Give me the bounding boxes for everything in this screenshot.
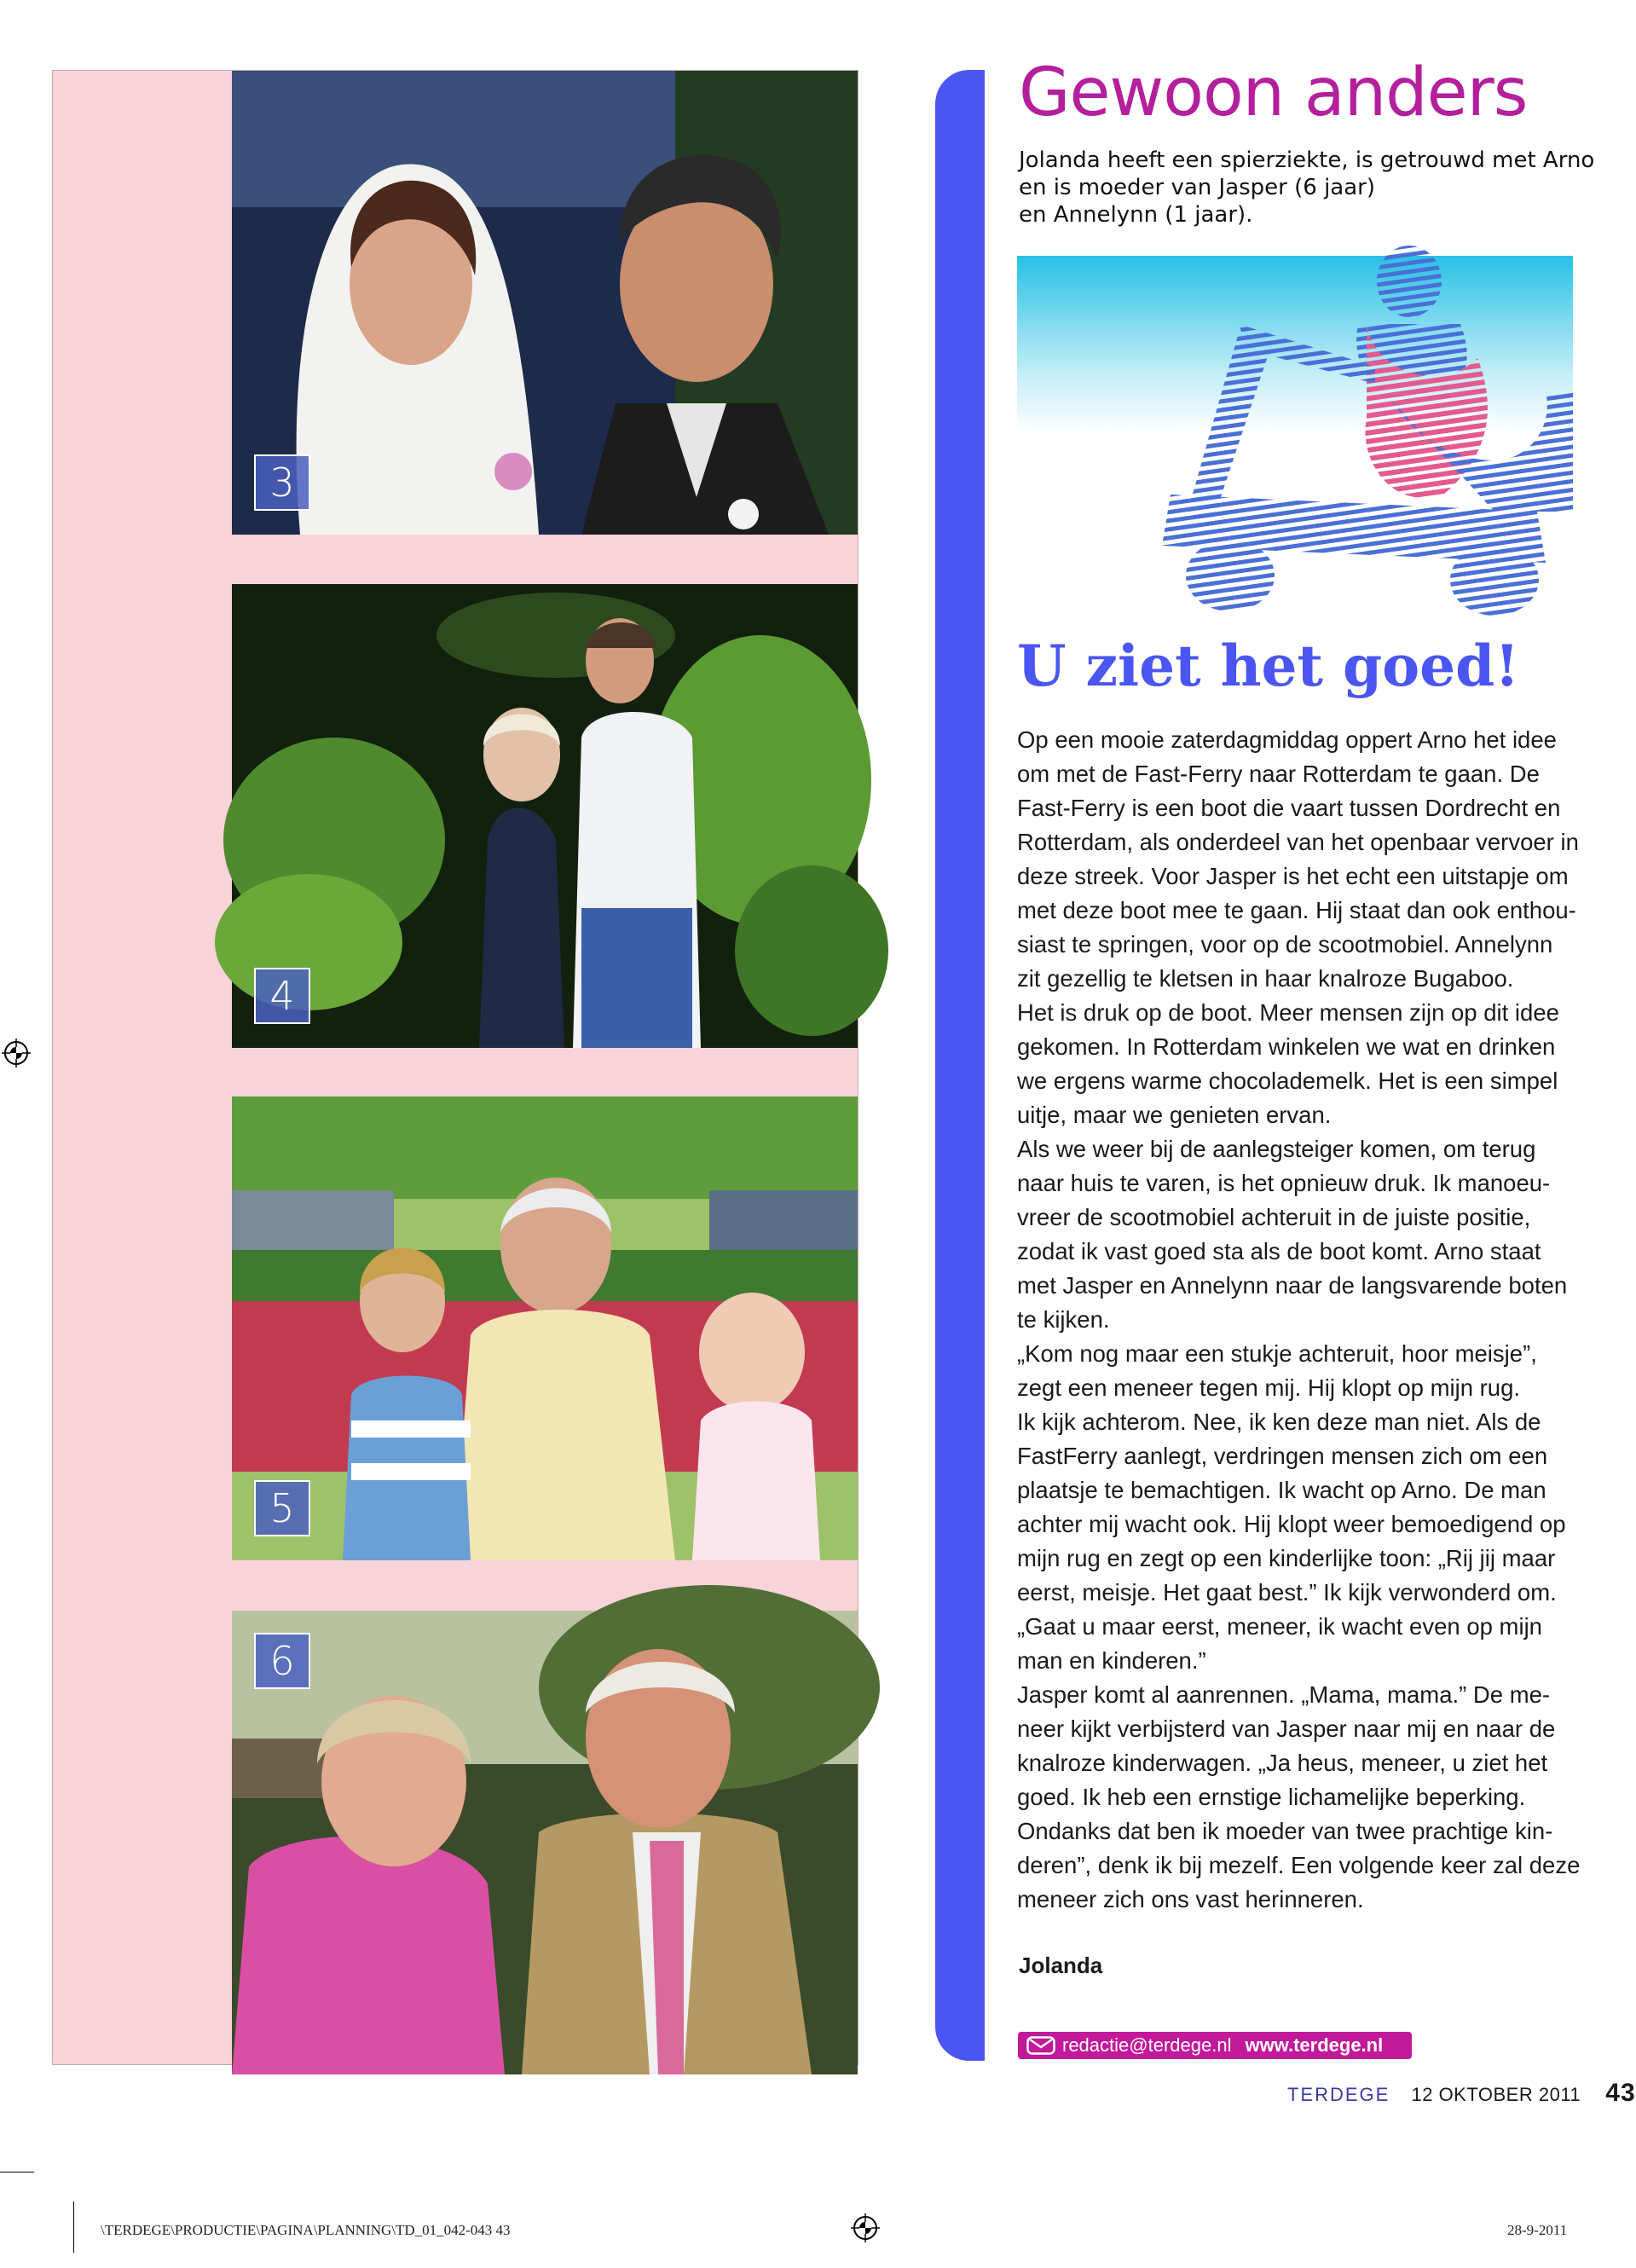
print-slug-path: \TERDEGE\PRODUCTIE\PAGINA\PLANNING\TD_01_042-043 43 <box>101 2222 511 2238</box>
article-line: mijn rug en zegt op een kinderlijke toon: „Rij jij maar <box>1017 1545 1556 1571</box>
article-line: Rotterdam, als onderdeel van het openbaar vervoer in <box>1017 829 1579 855</box>
photo-older-couple-with-medals <box>232 1611 858 2074</box>
article-line: gekomen. In Rotterdam winkelen we wat en drinken <box>1017 1033 1556 1060</box>
article-line: Op een mooie zaterdagmiddag oppert Arno het idee <box>1017 726 1557 753</box>
photo-number-badge: 3 <box>254 454 310 511</box>
article-line: deren”, denk ik bij mezelf. Een volgende keer zal deze <box>1017 1852 1581 1878</box>
article-line: siast te springen, voor op de scootmobiel. Annelynn <box>1017 931 1553 958</box>
mail-icon <box>1026 2036 1055 2055</box>
footer-magazine: TERDEGE <box>1287 2084 1390 2105</box>
intro-line: Jolanda heeft een spierziekte, is getrouwd met Arno <box>1019 148 1595 173</box>
article-line: met deze boot mee te gaan. Hij staat dan ook enthou- <box>1017 897 1576 923</box>
article-line: te kijken. <box>1017 1306 1110 1333</box>
article-line: Het is druk op de boot. Meer mensen zijn op dit idee <box>1017 999 1559 1026</box>
photo-couple-in-garden <box>232 584 858 1048</box>
article-line: Jasper komt al aanrennen. „Mama, mama.” De me- <box>1017 1681 1551 1708</box>
article-line: Fast-Ferry is een boot die vaart tussen Dordrecht en <box>1017 795 1561 821</box>
article-line: uitje, maar we genieten ervan. <box>1017 1102 1332 1128</box>
contact-email-link[interactable]: redactie@terdege.nl <box>1062 2034 1232 2056</box>
article-line: we ergens warme chocolademelk. Het is een simpel <box>1017 1067 1558 1094</box>
registration-mark-bottom <box>851 2213 880 2242</box>
photo-number-badge: 6 <box>254 1633 310 1689</box>
article-line: „Kom nog maar een stukje achteruit, hoor meisje”, <box>1017 1340 1537 1367</box>
crop-mark-horizontal <box>0 2172 34 2173</box>
contact-badge <box>1018 2032 1412 2059</box>
article-line: eerst, meisje. Het gaat best.” Ik kijk verwonderd om. <box>1017 1579 1557 1606</box>
scooter-illustration <box>1017 256 1573 622</box>
article-line: Ondanks dat ben ik moeder van twee prachtige kin- <box>1017 1818 1553 1844</box>
article-line: goed. Ik heb een ernstige lichamelijke beperking. <box>1017 1784 1526 1810</box>
article-title: U ziet het goed! <box>1017 633 1520 699</box>
article-line: knalroze kinderwagen. „Ja heus, meneer, u ziet het <box>1017 1750 1548 1776</box>
registration-mark-left <box>2 1039 31 1067</box>
footer-date: 12 OKTOBER 2011 <box>1411 2084 1581 2105</box>
article-body <box>1017 723 1588 1917</box>
article-line: FastFerry aanlegt, verdringen mensen zich om een <box>1017 1443 1548 1469</box>
article-author: Jolanda <box>1019 1953 1103 1978</box>
photo-grandfather-with-children <box>232 1096 858 1560</box>
page-footer <box>1287 2079 1636 2108</box>
article-line: om met de Fast-Ferry naar Rotterdam te gaan. De <box>1017 761 1540 787</box>
article-line: man en kinderen.” <box>1017 1647 1206 1674</box>
article-line: Als we weer bij de aanlegsteiger komen, om terug <box>1017 1136 1536 1162</box>
article-line: zodat ik vast goed sta als de boot komt. Arno staat <box>1017 1238 1541 1264</box>
intro-line: en Annelynn (1 jaar). <box>1019 202 1253 228</box>
article-line: deze streek. Voor Jasper is het echt een uitstapje om <box>1017 863 1569 889</box>
article-line: plaatsje te bemachtigen. Ik wacht op Arno. De man <box>1017 1477 1546 1503</box>
crop-mark-vertical <box>73 2201 74 2253</box>
article-line: zegt een meneer tegen mij. Hij klopt op mijn rug. <box>1017 1374 1521 1401</box>
article-line: achter mij wacht ook. Hij klopt weer bemoedigend op <box>1017 1511 1566 1537</box>
article-line: neer kijkt verbijsterd van Jasper naar mij en naar de <box>1017 1715 1556 1742</box>
photo-wedding-couple <box>232 71 858 535</box>
print-slug-date: 28-9-2011 <box>1507 2222 1568 2238</box>
article-line: „Gaat u maar eerst, meneer, ik wacht even op mijn <box>1017 1613 1542 1640</box>
page-number: 43 <box>1605 2079 1636 2107</box>
photo-number-badge: 5 <box>254 1480 310 1536</box>
photo-number-badge: 4 <box>254 968 310 1024</box>
intro-line: en is moeder van Jasper (6 jaar) <box>1019 175 1375 200</box>
article-line: met Jasper en Annelynn naar de langsvarende boten <box>1017 1272 1568 1299</box>
article-line: meneer zich ons vast herinneren. <box>1017 1886 1364 1912</box>
article-line: zit gezellig te kletsen in haar knalroze Bugaboo. <box>1017 965 1514 992</box>
article-line: vreer de scootmobiel achteruit in de juiste positie, <box>1017 1204 1531 1230</box>
article-line: Ik kijk achterom. Nee, ik ken deze man niet. Als de <box>1017 1409 1541 1435</box>
article-line: naar huis te varen, is het opnieuw druk. Ik manoeu- <box>1017 1170 1551 1196</box>
column-intro <box>1019 147 1594 229</box>
contact-website-link[interactable]: www.terdege.nl <box>1245 2034 1384 2056</box>
photo-strip <box>52 70 858 2065</box>
accent-bar <box>935 70 985 2061</box>
column-title: Gewoon anders <box>1019 55 1528 131</box>
